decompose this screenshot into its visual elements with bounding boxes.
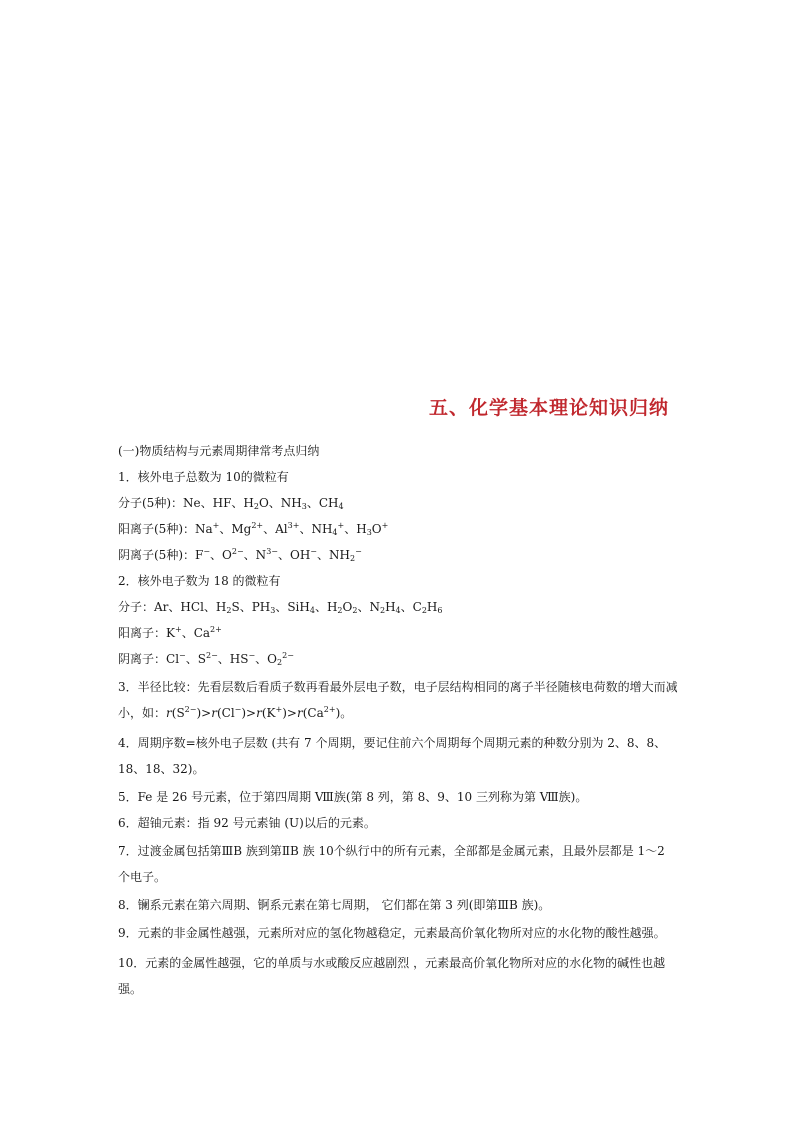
point-5: 5．Fe 是 26 号元素，位于第四周期 Ⅷ族(第 8 列，第 8、9、10 三列称为第 Ⅷ族)。 [118,790,588,804]
point-1-molecules: 分子(5种)：Ne、HF、$H_2O$、$NH_3$、$CH_4$ [118,496,344,511]
document-body [118,440,678,1006]
anions-label: 阴离子(5种)： [118,548,195,562]
section-heading: (一)物质结构与元素周期律常考点归纳 [118,444,320,458]
point-3: 3．半径比较：先看层数后看质子数再看最外层电子数，电子层结构相同的离子半径随核电荷数的增大而减小，如：$r(S^{2-})>r(Cl^-)>r(K^+)>r(Ca^{2+})$。 [118,680,678,720]
cations-label: 阳离子(5种)： [118,522,195,536]
anions-label: 阴离子： [118,652,167,666]
page-title: 五、化学基本理论知识归纳 [429,397,670,419]
point-3-text: 3．半径比较：先看层数后看质子数再看最外层电子数，电子层结构相同的离子半径随核电荷数的增大而减小，如： [118,680,678,720]
point-2-molecules: 分子：Ar、HCl、$H_2S$、$PH_3$、SiH$_4$、$H_2O_2$、$N_2H_4$、$C_2H_6$ [118,600,443,615]
point-1-cations: 阳离子(5种)：Na+、$Mg^{2+}$、$Al^{3+}$、$NH_4^+$、$H_3O^+$ [118,521,389,537]
point-7: 7．过渡金属包括第ⅢB 族到第ⅡB 族 10个纵行中的所有元素，全部都是金属元素，且最外层都是 1～2 个电子。 [118,844,665,884]
point-10: 10．元素的金属性越强，它的单质与水或酸反应越剧烈 ，元素最高价氧化物所对应的水化物的碱性也越强。 [118,956,666,996]
point-2-cations: 阳离子：K+、$Ca^{2+}$ [118,625,222,640]
point-9: 9．元素的非金属性越强，元素所对应的氢化物越稳定，元素最高价氧化物所对应的水化物的酸性越强。 [118,926,666,940]
point-1-heading: 1．核外电子总数为 10的微粒有 [118,470,289,484]
molecules-label: 分子(5种)： [118,496,183,510]
point-2-anions: 阴离子：Cl−、$S^{2-}$、HS−、$O_2^{2-}$ [118,651,294,667]
molecules-label: 分子： [118,600,155,614]
point-4: 4．周期序数=核外电子层数 (共有 7 个周期，要记住前六个周期每个周期元素的种数分别为 2、8、8、18、18、32)。 [118,736,667,776]
point-6: 6．超铀元素：指 92 号元素铀 (U)以后的元素。 [118,816,376,830]
point-2-heading: 2．核外电子数为 18 的微粒有 [118,574,281,588]
cations-label: 阳离子： [118,626,167,640]
point-8: 8．镧系元素在第六周期、锕系元素在第七周期， 它们都在第 3 列(即第ⅢB 族)。 [118,898,551,912]
point-1-anions: 阴离子(5种)：F−、$O^{2-}$、$N^{3-}$、OH−、$NH_2^-$ [118,547,362,563]
